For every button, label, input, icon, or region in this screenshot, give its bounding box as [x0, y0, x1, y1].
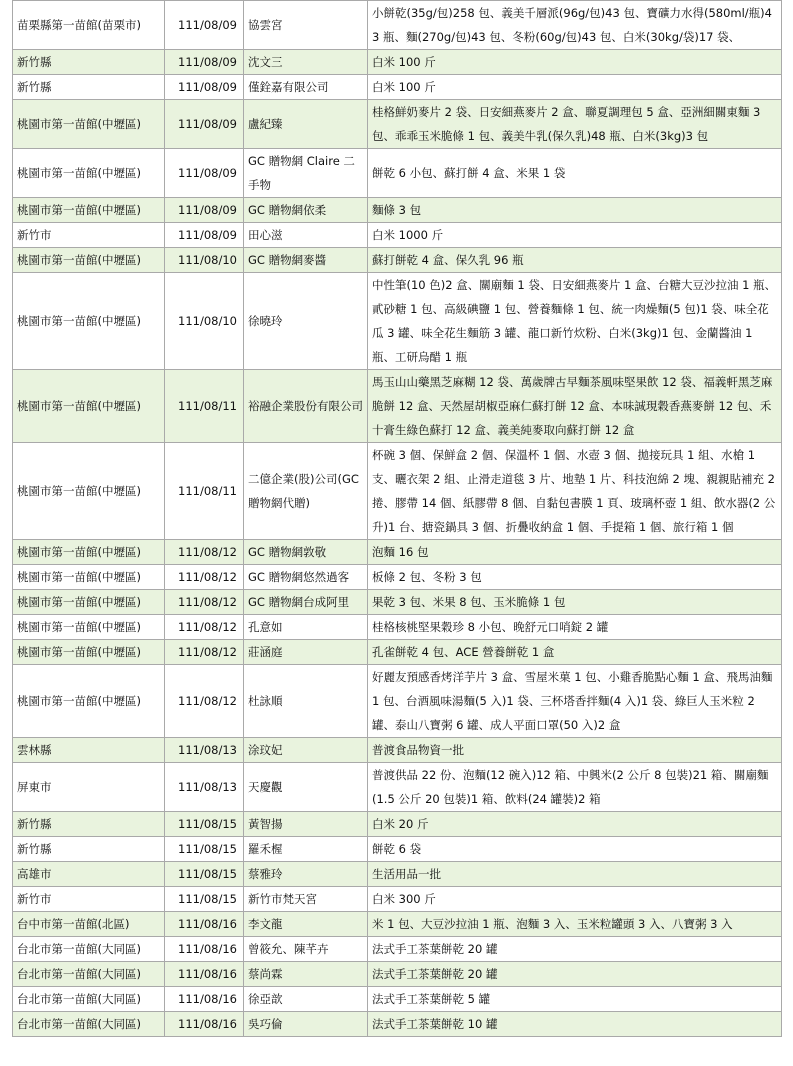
items-cell: 餅乾 6 袋 [368, 837, 782, 862]
donor-cell: 徐曉玲 [244, 273, 368, 370]
donor-cell: 黃智揚 [244, 812, 368, 837]
donor-cell: 涂玟妃 [244, 738, 368, 763]
org-cell: 桃園市第一苗館(中壢區) [13, 590, 165, 615]
donor-cell: 徐亞歆 [244, 987, 368, 1012]
org-cell: 桃園市第一苗館(中壢區) [13, 443, 165, 540]
table-row [13, 812, 782, 837]
table-row [13, 273, 782, 370]
items-cell: 米 1 包、大豆沙拉油 1 瓶、泡麵 3 入、玉米粒罐頭 3 入、八寶粥 3 入 [368, 912, 782, 937]
items-cell: 泡麵 16 包 [368, 540, 782, 565]
org-cell: 高雄市 [13, 862, 165, 887]
org-cell: 台中市第一苗館(北區) [13, 912, 165, 937]
date-cell: 111/08/12 [165, 565, 244, 590]
items-cell: 桂格鮮奶麥片 2 袋、日安細燕麥片 2 盒、聯夏調理包 5 盒、亞洲細關東麵 3 包、乖乖玉米脆條 1 包、義美牛乳(保久乳)48 瓶、白米(3kg)3 包 [368, 100, 782, 149]
date-cell: 111/08/12 [165, 590, 244, 615]
org-cell: 桃園市第一苗館(中壢區) [13, 615, 165, 640]
org-cell: 台北市第一苗館(大同區) [13, 1012, 165, 1037]
donor-cell: 沈文三 [244, 50, 368, 75]
table-row [13, 738, 782, 763]
items-cell: 蘇打餅乾 4 盒、保久乳 96 瓶 [368, 248, 782, 273]
items-cell: 孔雀餅乾 4 包、ACE 營養餅乾 1 盒 [368, 640, 782, 665]
date-cell: 111/08/16 [165, 1012, 244, 1037]
date-cell: 111/08/09 [165, 100, 244, 149]
table-row [13, 1, 782, 50]
org-cell: 桃園市第一苗館(中壢區) [13, 273, 165, 370]
table-row [13, 640, 782, 665]
items-cell: 中性筆(10 色)2 盒、關廟麵 1 袋、日安細燕麥片 1 盒、台糖大豆沙拉油 1 瓶、貳砂糖 1 包、高級碘鹽 1 包、營養麵條 1 包、統一肉燥麵(5 包)1 袋、味全花瓜 3 罐、味全花生麵筋 3 罐、龍口新竹炊粉、白米(3kg)1 包、金蘭醬油 1 瓶、工研烏醋 1 瓶 [368, 273, 782, 370]
items-cell: 白米 100 斤 [368, 75, 782, 100]
date-cell: 111/08/16 [165, 962, 244, 987]
org-cell: 桃園市第一苗館(中壢區) [13, 370, 165, 443]
table-row [13, 912, 782, 937]
date-cell: 111/08/15 [165, 887, 244, 912]
date-cell: 111/08/09 [165, 223, 244, 248]
date-cell: 111/08/16 [165, 912, 244, 937]
table-row [13, 665, 782, 738]
date-cell: 111/08/09 [165, 50, 244, 75]
org-cell: 桃園市第一苗館(中壢區) [13, 640, 165, 665]
items-cell: 法式手工茶葉餅乾 20 罐 [368, 962, 782, 987]
table-row [13, 100, 782, 149]
donor-cell: 僅銓嘉有限公司 [244, 75, 368, 100]
org-cell: 台北市第一苗館(大同區) [13, 962, 165, 987]
org-cell: 桃園市第一苗館(中壢區) [13, 198, 165, 223]
org-cell: 新竹縣 [13, 75, 165, 100]
table-row [13, 615, 782, 640]
table-row [13, 198, 782, 223]
org-cell: 桃園市第一苗館(中壢區) [13, 540, 165, 565]
donor-cell: GC 贈物網悠然過客 [244, 565, 368, 590]
table-row [13, 443, 782, 540]
date-cell: 111/08/10 [165, 273, 244, 370]
items-cell: 板條 2 包、冬粉 3 包 [368, 565, 782, 590]
org-cell: 桃園市第一苗館(中壢區) [13, 565, 165, 590]
donor-cell: 李文龍 [244, 912, 368, 937]
org-cell: 桃園市第一苗館(中壢區) [13, 100, 165, 149]
donor-cell: 蔡雅玲 [244, 862, 368, 887]
donor-cell: 蔡尚霖 [244, 962, 368, 987]
table-row [13, 987, 782, 1012]
donor-cell: 新竹市梵天宮 [244, 887, 368, 912]
table-row [13, 1012, 782, 1037]
donation-rows [13, 1, 782, 1037]
table-row [13, 590, 782, 615]
date-cell: 111/08/13 [165, 738, 244, 763]
org-cell: 台北市第一苗館(大同區) [13, 987, 165, 1012]
org-cell: 新竹市 [13, 887, 165, 912]
donor-cell: 羅禾楃 [244, 837, 368, 862]
table-row [13, 887, 782, 912]
date-cell: 111/08/10 [165, 248, 244, 273]
donation-table [12, 0, 782, 1037]
date-cell: 111/08/15 [165, 812, 244, 837]
org-cell: 台北市第一苗館(大同區) [13, 937, 165, 962]
donor-cell: 協雲宮 [244, 1, 368, 50]
items-cell: 餅乾 6 小包、蘇打餅 4 盒、米果 1 袋 [368, 149, 782, 198]
date-cell: 111/08/09 [165, 149, 244, 198]
items-cell: 桂格核桃堅果穀珍 8 小包、晚舒元口哨錠 2 罐 [368, 615, 782, 640]
table-row [13, 149, 782, 198]
table-row [13, 565, 782, 590]
org-cell: 新竹縣 [13, 50, 165, 75]
date-cell: 111/08/16 [165, 987, 244, 1012]
donor-cell: GC 贈物網麥醬 [244, 248, 368, 273]
donor-cell: GC 贈物網依柔 [244, 198, 368, 223]
donor-cell: 杜詠順 [244, 665, 368, 738]
date-cell: 111/08/11 [165, 370, 244, 443]
items-cell: 白米 1000 斤 [368, 223, 782, 248]
items-cell: 普渡供品 22 份、泡麵(12 碗入)12 箱、中興米(2 公斤 8 包裝)21 箱、關廟麵(1.5 公斤 20 包裝)1 箱、飲料(24 罐裝)2 箱 [368, 763, 782, 812]
org-cell: 新竹縣 [13, 812, 165, 837]
donor-cell: GC 贈物網 Claire 二手物 [244, 149, 368, 198]
table-row [13, 370, 782, 443]
date-cell: 111/08/12 [165, 540, 244, 565]
items-cell: 白米 20 斤 [368, 812, 782, 837]
date-cell: 111/08/12 [165, 615, 244, 640]
org-cell: 桃園市第一苗館(中壢區) [13, 665, 165, 738]
items-cell: 馬玉山山藥黑芝麻糊 12 袋、萬歲牌古早麵茶風味堅果飲 12 袋、福義軒黑芝麻脆餅 12 盒、天然屋胡椒亞麻仁蘇打餅 12 盒、本味誠現穀香燕麥餅 12 包、禾十膏生綠色蘇打 12 盒、義美純麥取向蘇打餅 12 盒 [368, 370, 782, 443]
table-row [13, 937, 782, 962]
org-cell: 桃園市第一苗館(中壢區) [13, 149, 165, 198]
org-cell: 新竹縣 [13, 837, 165, 862]
items-cell: 生活用品一批 [368, 862, 782, 887]
donor-cell: 曾筱允、陳芊卉 [244, 937, 368, 962]
items-cell: 好麗友預感香烤洋芋片 3 盒、雪屋米菓 1 包、小雞香脆點心麵 1 盒、飛馬油麵 1 包、台酒風味湯麵(5 入)1 袋、三杯塔香拌麵(4 入)1 袋、綠巨人玉米粒 2 罐、泰山八寶粥 6 罐、成人平面口罩(50 入)2 盒 [368, 665, 782, 738]
donor-cell: 天慶觀 [244, 763, 368, 812]
date-cell: 111/08/16 [165, 937, 244, 962]
items-cell: 果乾 3 包、米果 8 包、玉米脆條 1 包 [368, 590, 782, 615]
table-row [13, 837, 782, 862]
org-cell: 雲林縣 [13, 738, 165, 763]
items-cell: 法式手工茶葉餅乾 5 罐 [368, 987, 782, 1012]
date-cell: 111/08/09 [165, 1, 244, 50]
donor-cell: 田心滋 [244, 223, 368, 248]
donor-cell: 二億企業(股)公司(GC 贈物網代贈) [244, 443, 368, 540]
items-cell: 白米 300 斤 [368, 887, 782, 912]
org-cell: 屏東市 [13, 763, 165, 812]
org-cell: 桃園市第一苗館(中壢區) [13, 248, 165, 273]
items-cell: 杯碗 3 個、保鮮盒 2 個、保溫杯 1 個、水壺 3 個、拋接玩具 1 組、水槍 1 支、曬衣架 2 組、止滑走道毯 3 片、地墊 1 片、科技泡綿 2 塊、親親貼補充 2 捲、膠帶 14 個、紙膠帶 8 個、自黏包書膜 1 頁、玻璃杯壺 1 組、飲水器(2 公升)1 台、搪瓷鍋具 3 個、折疊收納盒 1 個、手提箱 1 個、旅行箱 1 個 [368, 443, 782, 540]
date-cell: 111/08/09 [165, 198, 244, 223]
date-cell: 111/08/15 [165, 837, 244, 862]
table-row [13, 223, 782, 248]
donor-cell: 孔意如 [244, 615, 368, 640]
items-cell: 法式手工茶葉餅乾 20 罐 [368, 937, 782, 962]
table-row [13, 862, 782, 887]
date-cell: 111/08/13 [165, 763, 244, 812]
donor-cell: 盧紀臻 [244, 100, 368, 149]
table-row [13, 75, 782, 100]
table-row [13, 248, 782, 273]
table-row [13, 540, 782, 565]
items-cell: 小餅乾(35g/包)258 包、義美千層派(96g/包)43 包、寶礦力水得(580ml/瓶)43 瓶、麵(270g/包)43 包、冬粉(60g/包)43 包、白米(30kg/袋)17 袋、 [368, 1, 782, 50]
date-cell: 111/08/12 [165, 665, 244, 738]
org-cell: 苗栗縣第一苗館(苗栗市) [13, 1, 165, 50]
items-cell: 白米 100 斤 [368, 50, 782, 75]
date-cell: 111/08/09 [165, 75, 244, 100]
items-cell: 法式手工茶葉餅乾 10 罐 [368, 1012, 782, 1037]
date-cell: 111/08/11 [165, 443, 244, 540]
items-cell: 麵條 3 包 [368, 198, 782, 223]
donor-cell: 吳巧倫 [244, 1012, 368, 1037]
donor-cell: GC 贈物網台成阿里 [244, 590, 368, 615]
date-cell: 111/08/15 [165, 862, 244, 887]
items-cell: 普渡食品物資一批 [368, 738, 782, 763]
table-row [13, 763, 782, 812]
table-row [13, 962, 782, 987]
date-cell: 111/08/12 [165, 640, 244, 665]
donor-cell: 莊涵庭 [244, 640, 368, 665]
org-cell: 新竹市 [13, 223, 165, 248]
table-row [13, 50, 782, 75]
donor-cell: 裕融企業股份有限公司 [244, 370, 368, 443]
donor-cell: GC 贈物網敦敬 [244, 540, 368, 565]
